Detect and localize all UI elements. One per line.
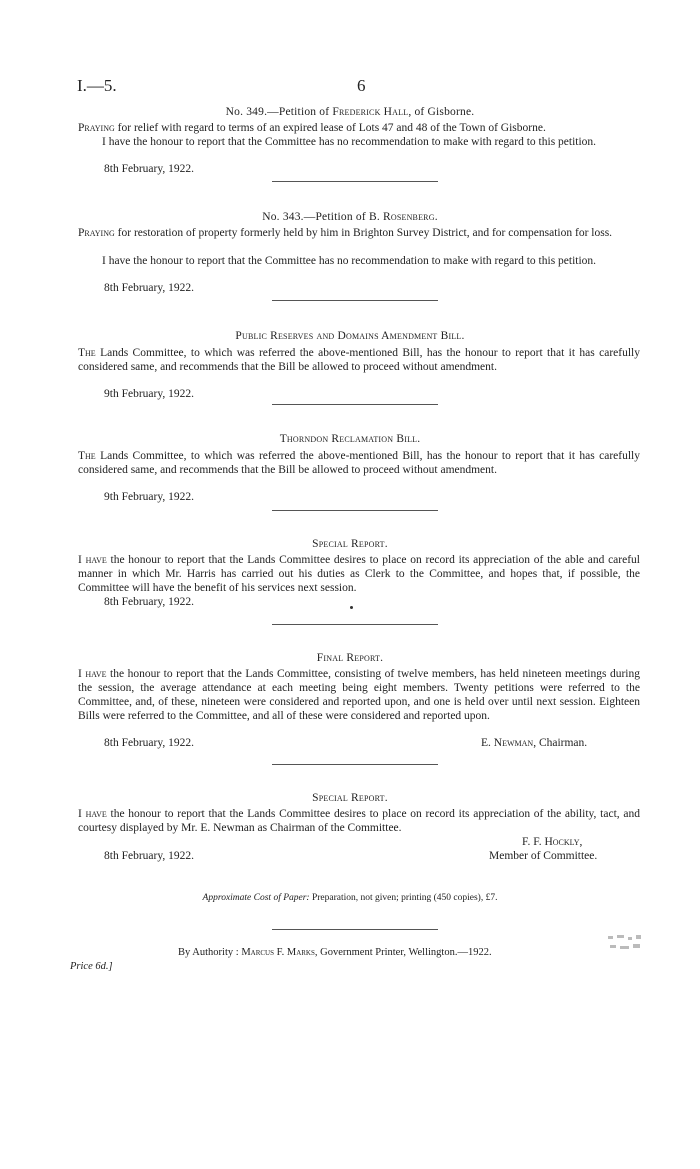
section-divider <box>272 300 438 301</box>
ink-speck <box>350 606 353 609</box>
petition-349-prayer: Praying for relief with regard to terms of an expired lease of Lots 47 and 48 of the Town of Gisborne. <box>78 122 546 134</box>
special-report-newman-date: 8th February, 1922. <box>104 850 194 862</box>
final-report-body: I have the honour to report that the Lands Committee, consisting of twelve members, has held nineteen meetings during the session, the average attendance at each meeting being eight members. Twenty petitions were referred to the Committee, and, of these, nineteen were considered and reported upon, and one is held over until next session. Eighteen Bills were referred to the Committee, and all of these were considered and reported upon. <box>78 668 640 722</box>
price-label: Price 6d.] <box>70 961 113 972</box>
final-report-signature: E. Newman, Chairman. <box>481 737 588 749</box>
petition-343-title: No. 343.—Petition of B. Rosenberg. <box>262 211 438 223</box>
printer-imprint: By Authority : Marcus F. Marks, Government Printer, Wellington.—1922. <box>178 947 492 958</box>
public-reserves-bill-report: The Lands Committee, to which was referred the above-mentioned Bill, has the honour to report that it has carefully considered same, and recommends that the Bill be allowed to proceed without amendment. <box>78 347 640 373</box>
hockly-role: Member of Committee. <box>489 850 598 862</box>
section-divider <box>272 404 438 405</box>
special-report-title: Special Report. <box>312 538 388 550</box>
petition-349-date: 8th February, 1922. <box>104 163 194 175</box>
cost-of-paper-note: Approximate Cost of Paper: Preparation, not given; printing (450 copies), £7. <box>202 893 498 903</box>
public-reserves-bill-date: 9th February, 1922. <box>104 388 194 400</box>
footer-divider <box>272 929 438 930</box>
thorndon-bill-title: Thorndon Reclamation Bill. <box>279 433 421 445</box>
faint-stamp-mark <box>606 933 646 957</box>
final-report-title: Final Report. <box>316 652 384 664</box>
final-report-date: 8th February, 1922. <box>104 737 194 749</box>
page-number: 6 <box>357 76 366 95</box>
petition-343-prayer: Praying for restoration of property formerly held by him in Brighton Survey District, and for compensation for loss. <box>78 227 613 239</box>
section-divider <box>272 510 438 511</box>
petition-343-report: I have the honour to report that the Committee has no recommendation to make with regard to this petition. <box>102 255 597 267</box>
special-report-harris: I have the honour to report that the Lands Committee desires to place on record its appreciation of the able and careful manner in which Mr. Harris has carried out his duties as Clerk to the Committee, and hopes that, if possible, the Committee will have the benefit of his services next session. <box>78 554 640 594</box>
section-divider <box>272 624 438 625</box>
petition-343-date: 8th February, 1922. <box>104 282 194 294</box>
section-divider <box>272 764 438 765</box>
public-reserves-bill-title: Public Reserves and Domains Amendment Bill. <box>235 330 465 342</box>
thorndon-bill-date: 9th February, 1922. <box>104 491 194 503</box>
special-report-newman-title: Special Report. <box>312 792 388 804</box>
special-report-harris-date: 8th February, 1922. <box>104 596 194 608</box>
petition-349-title: No. 349.—Petition of Frederick Hall, of Gisborne. <box>225 106 475 118</box>
section-divider <box>272 181 438 182</box>
thorndon-bill-report: The Lands Committee, to which was referred the above-mentioned Bill, has the honour to report that it has carefully considered same, and recommends that the Bill be allowed to proceed without amendment. <box>78 450 640 476</box>
hockly-signature: F. F. Hockly, <box>522 836 583 848</box>
special-report-newman-body: I have the honour to report that the Lands Committee desires to place on record its appreciation of the ability, tact, and courtesy displayed by Mr. E. Newman as Chairman of the Committee. <box>78 808 640 834</box>
petition-349-report: I have the honour to report that the Committee has no recommendation to make with regard to this petition. <box>102 136 597 148</box>
document-reference: I.—5. <box>77 76 117 95</box>
